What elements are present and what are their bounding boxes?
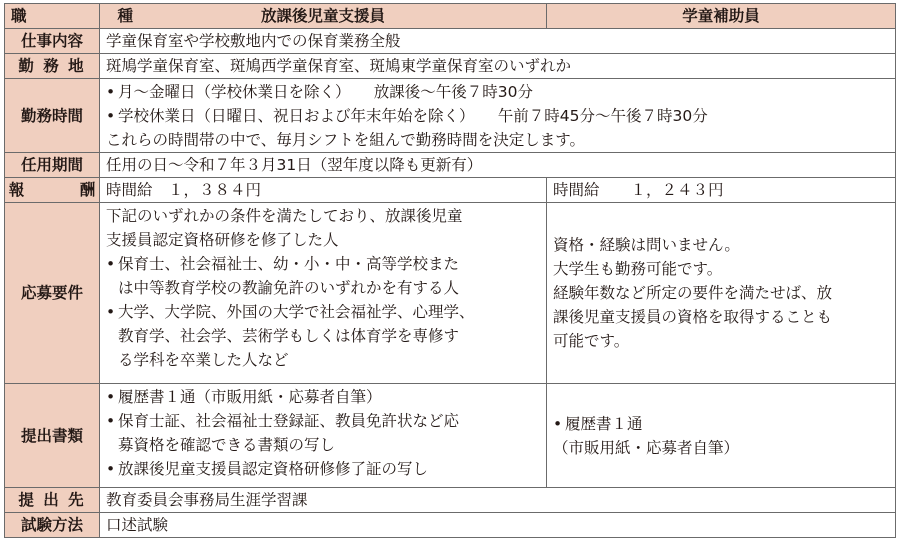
submit-label xyxy=(5,488,100,513)
header-label-text: 職 種 xyxy=(11,7,154,25)
pay-col2: 時間給 １，２４３円 xyxy=(547,178,896,203)
documents-col1 xyxy=(100,384,547,488)
recruitment-table xyxy=(4,3,896,538)
job-row xyxy=(5,29,896,54)
req2-line: 可能です。 xyxy=(553,332,630,350)
location-text: 斑鳩学童保育室、斑鳩西学童保育室、斑鳩東学童保育室のいずれか xyxy=(100,54,896,79)
req-bullet-line: • 大学、大学院、外国の大学で社会福祉学、心理学、 xyxy=(106,300,540,324)
exam-text: 口述試験 xyxy=(100,513,896,538)
submit-row xyxy=(5,488,896,513)
requirements-col2 xyxy=(547,203,896,384)
hours-line-holiday: • 学校休業日（日曜日、祝日および年末年始を除く） 午前７時45分～午後７時30分 xyxy=(106,104,889,128)
exam-label: 試験方法 xyxy=(5,513,100,538)
doc-bullet-line: • 保育士証、社会福祉士登録証、教員免許状など応 xyxy=(106,409,540,433)
location-row xyxy=(5,54,896,79)
doc2-bullet-line: • 履歴書１通 xyxy=(553,412,889,436)
pay-col1: 時間給 １，３８４円 xyxy=(100,178,547,203)
documents-col2 xyxy=(547,384,896,488)
term-row xyxy=(5,153,896,178)
hours-cell xyxy=(100,79,896,153)
job-label: 仕事内容 xyxy=(5,29,100,54)
documents-label: 提出書類 xyxy=(5,384,100,488)
req-line: は中等教育学校の教諭免許のいずれかを有する人 xyxy=(118,279,460,297)
hours-row xyxy=(5,79,896,153)
job-text: 学童保育室や学校敷地内での保育業務全般 xyxy=(100,29,896,54)
term-label: 任用期間 xyxy=(5,153,100,178)
header-row xyxy=(5,4,896,29)
requirements-row xyxy=(5,203,896,384)
exam-row xyxy=(5,513,896,538)
location-label xyxy=(5,54,100,79)
header-label-cell xyxy=(5,4,154,29)
documents-row xyxy=(5,384,896,488)
hours-line-note: これらの時間帯の中で、毎月シフトを組んで勤務時間を決定します。 xyxy=(106,130,585,149)
requirements-label: 応募要件 xyxy=(5,203,100,384)
doc2-line: （市販用紙・応募者自筆） xyxy=(553,438,740,457)
req-line: 下記のいずれかの条件を満たしており、放課後児童 xyxy=(106,207,463,225)
pay-row xyxy=(5,178,896,203)
header-col2-cell: 学童補助員 xyxy=(547,4,896,29)
req-bullet-line: • 保育士、社会福祉士、幼・小・中・高等学校また xyxy=(106,252,540,276)
req-line: る学科を卒業した人など xyxy=(118,351,289,369)
req2-line: 経験年数など所定の要件を満たせば、放 xyxy=(553,284,833,302)
submit-label-text: 提 出 先 xyxy=(18,491,86,509)
doc-bullet-line: • 履歴書１通（市販用紙・応募者自筆） xyxy=(106,385,540,409)
recruitment-table-wrapper xyxy=(4,3,895,538)
req2-line: 課後児童支援員の資格を取得することも xyxy=(553,308,833,326)
location-label-text: 勤 務 地 xyxy=(18,57,86,75)
doc-line: 募資格を確認できる書類の写し xyxy=(118,436,336,454)
term-text: 任用の日～令和７年３月31日（翌年度以降も更新有） xyxy=(100,153,896,178)
req2-line: 大学生も勤務可能です。 xyxy=(553,260,723,278)
doc-bullet-line: • 放課後児童支援員認定資格研修修了証の写し xyxy=(106,457,540,481)
hours-label: 勤務時間 xyxy=(5,79,100,153)
requirements-col1 xyxy=(100,203,547,384)
header-col1-cell: 放課後児童支援員 xyxy=(100,4,547,29)
submit-text: 教育委員会事務局生涯学習課 xyxy=(100,488,896,513)
pay-label xyxy=(5,178,116,203)
req-line: 教育学、社会学、芸術学もしくは体育学を専修す xyxy=(118,327,460,345)
req-line: 支援員認定資格研修を修了した人 xyxy=(106,231,339,249)
hours-line-weekday: • 月～金曜日（学校休業日を除く） 放課後～午後７時30分 xyxy=(106,80,889,104)
req2-line: 資格・経験は問いません。 xyxy=(553,236,740,254)
pay-label-text: 報 酬 xyxy=(8,181,116,199)
